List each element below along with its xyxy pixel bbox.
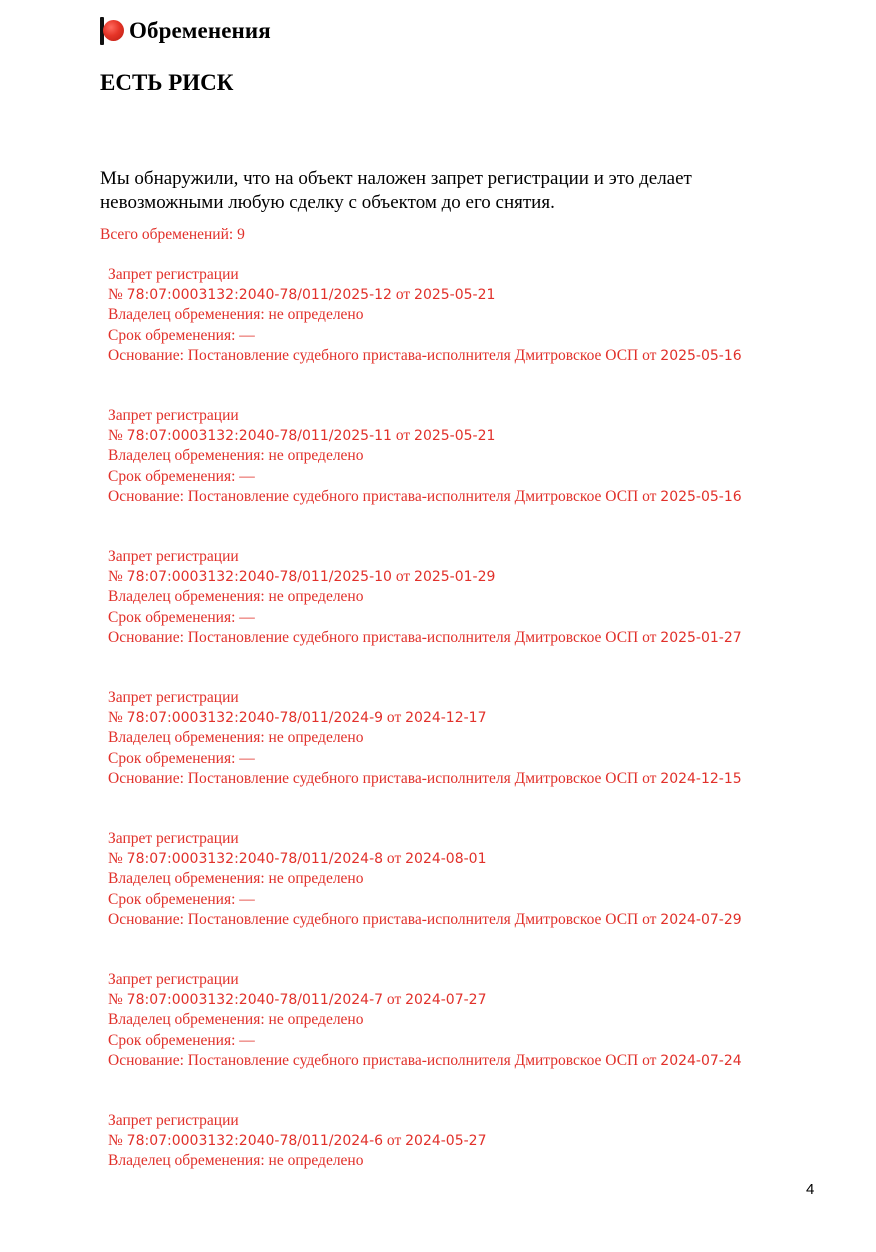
type: Запрет регистрации [108, 971, 239, 988]
encumbrance-type [108, 547, 742, 567]
encumbrance-item [108, 688, 742, 829]
term: Срок обременения: — [108, 749, 255, 767]
encumbrance-type [108, 1111, 742, 1131]
number-prefix: № [108, 991, 123, 1009]
encumbrance-basis [108, 346, 742, 366]
encumbrance-term [108, 326, 742, 346]
encumbrance-term [108, 467, 742, 487]
encumbrance-owner [108, 728, 742, 748]
term: Срок обременения: — [108, 608, 255, 626]
number-prefix: № [108, 286, 123, 304]
term: Срок обременения: — [108, 326, 255, 344]
owner: Владелец обременения: не определено [108, 447, 364, 465]
owner: Владелец обременения: не определено [108, 1011, 364, 1029]
type: Запрет регистрации [108, 548, 239, 565]
date: 2025-01-29 [414, 569, 496, 586]
date: 2025-05-21 [414, 428, 496, 445]
risk-status: ЕСТЬ РИСК [100, 70, 234, 95]
encumbrance-term [108, 749, 742, 769]
encumbrance-type [108, 265, 742, 285]
number: 78:07:0003132:2040-78/011/2024-9 [126, 710, 384, 727]
owner: Владелец обременения: не определено [108, 306, 364, 324]
encumbrance-number [108, 708, 742, 728]
encumbrance-number [108, 567, 742, 587]
number-prefix: № [108, 1132, 123, 1150]
number-prefix: № [108, 427, 123, 445]
basis-text: Основание: Постановление судебного пристава-исполнителя Дмитровское ОСП от [108, 1051, 657, 1069]
encumbrance-basis [108, 487, 742, 507]
encumbrance-type [108, 406, 742, 426]
red-circle-icon [100, 16, 124, 46]
basis-text: Основание: Постановление судебного пристава-исполнителя Дмитровское ОСП от [108, 346, 657, 364]
date-prefix: от [395, 427, 411, 445]
number: 78:07:0003132:2040-78/011/2024-7 [126, 992, 384, 1009]
encumbrance-term [108, 1031, 742, 1051]
term: Срок обременения: — [108, 890, 255, 908]
encumbrance-owner [108, 1010, 742, 1030]
type: Запрет регистрации [108, 1112, 239, 1129]
date-prefix: от [386, 850, 402, 868]
basis-date: 2024-07-24 [660, 1052, 742, 1069]
basis-text: Основание: Постановление судебного пристава-исполнителя Дмитровское ОСП от [108, 769, 657, 787]
date-prefix: от [386, 709, 402, 727]
date-prefix: от [386, 1132, 402, 1150]
owner: Владелец обременения: не определено [108, 870, 364, 888]
basis-date: 2025-05-16 [660, 488, 742, 505]
encumbrance-number [108, 285, 742, 305]
owner: Владелец обременения: не определено [108, 729, 364, 747]
type: Запрет регистрации [108, 830, 239, 847]
encumbrance-item [108, 970, 742, 1111]
encumbrance-owner [108, 587, 742, 607]
term: Срок обременения: — [108, 1031, 255, 1049]
encumbrance-owner [108, 869, 742, 889]
basis-date: 2025-01-27 [660, 629, 742, 646]
number: 78:07:0003132:2040-78/011/2024-8 [126, 851, 384, 868]
encumbrance-number [108, 426, 742, 446]
encumbrance-owner [108, 1151, 742, 1171]
section-header [100, 14, 271, 48]
encumbrance-item [108, 406, 742, 547]
encumbrance-basis [108, 769, 742, 789]
date: 2024-05-27 [405, 1133, 487, 1150]
encumbrance-owner [108, 305, 742, 325]
date-prefix: от [395, 568, 411, 586]
encumbrance-item [108, 829, 742, 970]
intro-text: Мы обнаружили, что на объект наложен запрет регистрации и это делает невозможными любую сделку с объектом до его снятия. [100, 168, 692, 213]
encumbrance-owner [108, 446, 742, 466]
type: Запрет регистрации [108, 266, 239, 283]
number-prefix: № [108, 568, 123, 586]
page-number: 4 [806, 1181, 815, 1198]
owner: Владелец обременения: не определено [108, 588, 364, 606]
basis-text: Основание: Постановление судебного пристава-исполнителя Дмитровское ОСП от [108, 910, 657, 928]
basis-date: 2024-07-29 [660, 911, 742, 928]
encumbrance-type [108, 688, 742, 708]
encumbrance-basis [108, 628, 742, 648]
number: 78:07:0003132:2040-78/011/2025-10 [126, 569, 392, 586]
encumbrance-type [108, 970, 742, 990]
total-encumbrances: Всего обременений: 9 [100, 226, 245, 243]
basis-text: Основание: Постановление судебного пристава-исполнителя Дмитровское ОСП от [108, 628, 657, 646]
basis-date: 2025-05-16 [660, 347, 742, 364]
date: 2024-08-01 [405, 851, 487, 868]
basis-text: Основание: Постановление судебного пристава-исполнителя Дмитровское ОСП от [108, 487, 657, 505]
encumbrance-number [108, 1131, 742, 1151]
term: Срок обременения: — [108, 467, 255, 485]
encumbrance-item [108, 265, 742, 406]
section-title: Обременения [129, 18, 271, 43]
number-prefix: № [108, 850, 123, 868]
date: 2024-07-27 [405, 992, 487, 1009]
owner: Владелец обременения: не определено [108, 1152, 364, 1170]
encumbrance-number [108, 849, 742, 869]
encumbrance-number [108, 990, 742, 1010]
date: 2024-12-17 [405, 710, 487, 727]
date-prefix: от [395, 286, 411, 304]
encumbrance-type [108, 829, 742, 849]
number-prefix: № [108, 709, 123, 727]
number: 78:07:0003132:2040-78/011/2024-6 [126, 1133, 384, 1150]
date-prefix: от [386, 991, 402, 1009]
date: 2025-05-21 [414, 287, 496, 304]
encumbrance-list [108, 265, 742, 1252]
encumbrance-item [108, 547, 742, 688]
type: Запрет регистрации [108, 689, 239, 706]
encumbrance-term [108, 608, 742, 628]
encumbrance-term [108, 890, 742, 910]
encumbrance-item [108, 1111, 742, 1252]
encumbrance-basis [108, 910, 742, 930]
type: Запрет регистрации [108, 407, 239, 424]
basis-date: 2024-12-15 [660, 770, 742, 787]
encumbrance-basis [108, 1051, 742, 1071]
number: 78:07:0003132:2040-78/011/2025-12 [126, 287, 392, 304]
number: 78:07:0003132:2040-78/011/2025-11 [126, 428, 392, 445]
